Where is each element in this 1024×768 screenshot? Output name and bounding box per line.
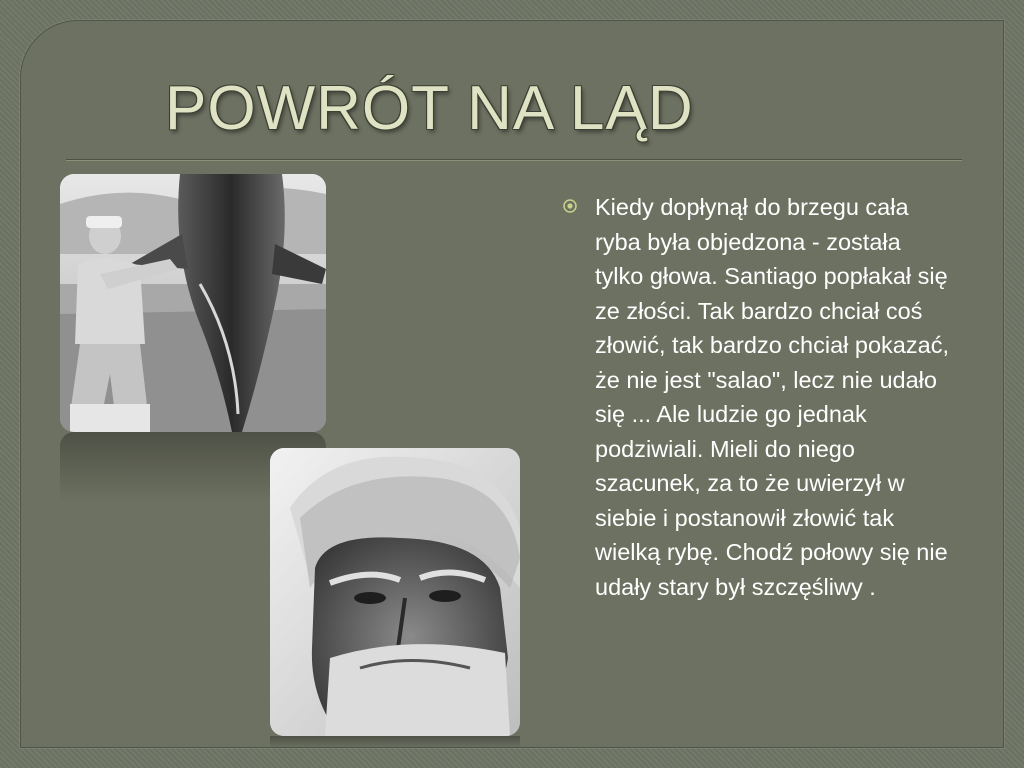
marlin-photo-illustration	[60, 174, 326, 432]
bullet-text: Kiedy dopłynął do brzegu cała ryba była objedzona - została tylko głowa. Santiago popłakał się ze złości. Tak bardzo chciał coś złowić, tak bardzo chciał pokazać, że nie jest "salao", lecz nie udało się ... Ale ludzie go jednak podziwiali. Mieli do niego szacunek, za to że uwierzył w siebie i postanowił złowić tak wielką rybę. Chodź połowy się nie udały stary był szczęśliwy .	[595, 194, 949, 600]
slide-title: POWRÓT NA LĄD	[165, 74, 694, 143]
title-divider	[66, 159, 962, 161]
portrait-illustration	[270, 448, 520, 736]
photo-man-with-marlin	[60, 174, 326, 432]
photo-reflection	[270, 736, 520, 748]
circle-bullet-icon	[562, 198, 578, 214]
photo-portrait-hemingway	[270, 448, 520, 736]
